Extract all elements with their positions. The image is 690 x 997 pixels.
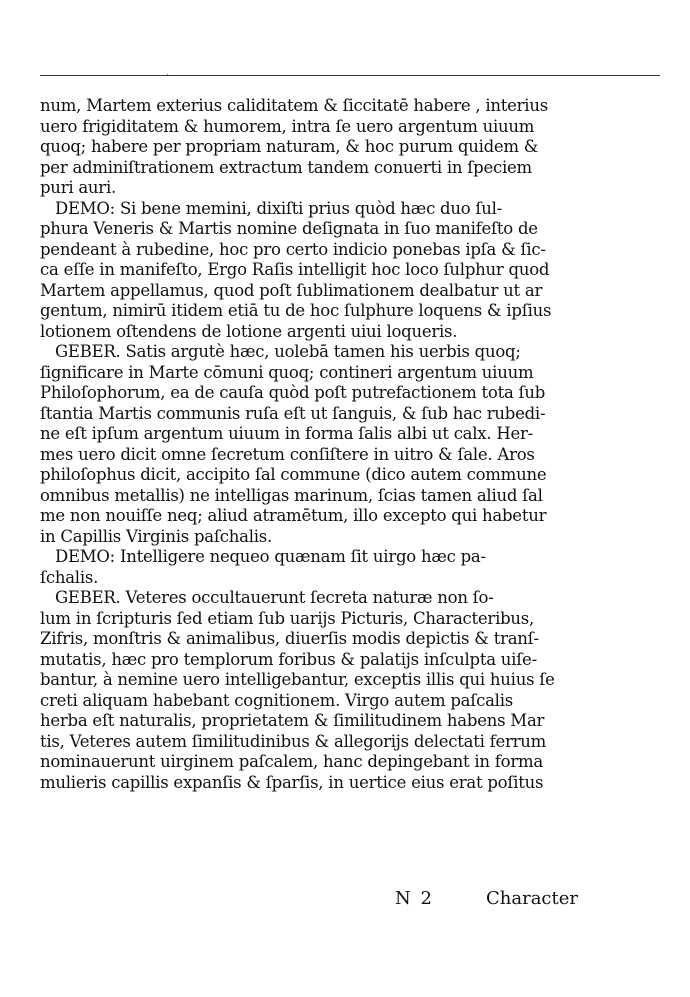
text-line: DEMO: Intelligere nequeo quænam ſit uirgo hæc pa- <box>40 547 486 566</box>
text-line: phura Veneris & Martis nomine deſignata in ſuo manifeſto de <box>40 219 538 238</box>
text-line: ſchalis. <box>40 567 99 587</box>
text-line: creti aliquam habebant cognitionem. Virgo autem paſcalis <box>40 690 513 710</box>
text-line: omnibus metallis) ne intelligas marinum, ſcias tamen aliud ſal <box>40 485 543 505</box>
text-line: pendeant à rubedine, hoc pro certo indicio ponebas ipſa & ſic- <box>40 239 546 259</box>
page-footer <box>0 888 690 912</box>
text-line: DEMO: Si bene memini, dixiſti prius quòd hæc duo ſul- <box>40 198 503 218</box>
text-line: num, Martem exterius caliditatem & ſiccitatē habere , interius <box>40 96 548 115</box>
text-line: in Capillis Virginis paſchalis. <box>40 526 272 546</box>
text-line: ne eſt ipſum argentum uiuum in forma ſalis albi ut calx. Her- <box>40 424 533 443</box>
text-line: herba eſt naturalis, proprietatem & ſimilitudinem habens Mar <box>40 711 545 730</box>
catchword: Character <box>486 888 579 909</box>
text-line: Martem appellamus, quod poſt ſublimationem dealbatur ut ar <box>40 280 543 300</box>
body-text <box>40 96 600 793</box>
signature-mark: N 2 <box>395 888 434 909</box>
text-line: philoſophus dicit, accipito ſal commune (dico autem commune <box>40 465 547 484</box>
text-line: lotionem oſtendens de lotione argenti uiui loqueris. <box>40 321 458 341</box>
text-line: nominauerunt uirginem paſcalem, hanc depingebant in forma <box>40 752 543 771</box>
header-mark: · <box>166 70 170 81</box>
text-line: mes uero dicit omne ſecretum conſiſtere in uitro & ſale. Aros <box>40 444 535 464</box>
text-line: mulieris capillis expanſis & ſparſis, in uertice eius erat poſitus <box>40 772 544 792</box>
text-line: Zifris, monſtris & animalibus, diuerſis modis depictis & tranſ- <box>40 629 539 648</box>
text-line: ſignificare in Marte cōmuni quoq; contineri argentum uiuum <box>40 362 534 382</box>
text-line: uero frigiditatem & humorem, intra ſe uero argentum uiuum <box>40 116 535 136</box>
text-line: GEBER. Veteres occultauerunt ſecreta naturæ non ſo- <box>40 588 494 607</box>
text-line: me non nouiſſe neq; aliud atramētum, illo excepto qui habetur <box>40 506 547 525</box>
text-line: ca eſſe in manifeſto, Ergo Raſis intelligit hoc loco ſulphur quod <box>40 260 550 279</box>
text-line: tis, Veteres autem ſimilitudinibus & allegorijs delectati ferrum <box>40 731 547 751</box>
text-line: gentum, nimirū itidem etiā tu de hoc ſulphure loquens & ipſius <box>40 301 552 320</box>
text-line: lum in ſcripturis ſed etiam ſub uarijs Picturis, Characteribus, <box>40 608 534 628</box>
text-line: puri auri. <box>40 178 116 197</box>
text-line: per adminiſtrationem extractum tandem conuerti in ſpeciem <box>40 157 532 177</box>
text-line: quoq; habere per propriam naturam, & hoc purum quidem & <box>40 137 539 156</box>
header-rule <box>40 75 660 76</box>
text-line: Philoſophorum, ea de cauſa quòd poſt putrefactionem tota ſub <box>40 383 546 402</box>
text-line: bantur, à nemine uero intelligebantur, exceptis illis qui huius ſe <box>40 670 555 689</box>
text-line: ſtantia Martis communis ruſa eſt ut ſanguis, & ſub hac rubedi- <box>40 403 546 423</box>
text-line: GEBER. Satis argutè hæc, uolebā tamen his uerbis quoq; <box>40 342 521 361</box>
text-line: mutatis, hæc pro templorum foribus & palatijs inſculpta uiſe- <box>40 649 537 669</box>
